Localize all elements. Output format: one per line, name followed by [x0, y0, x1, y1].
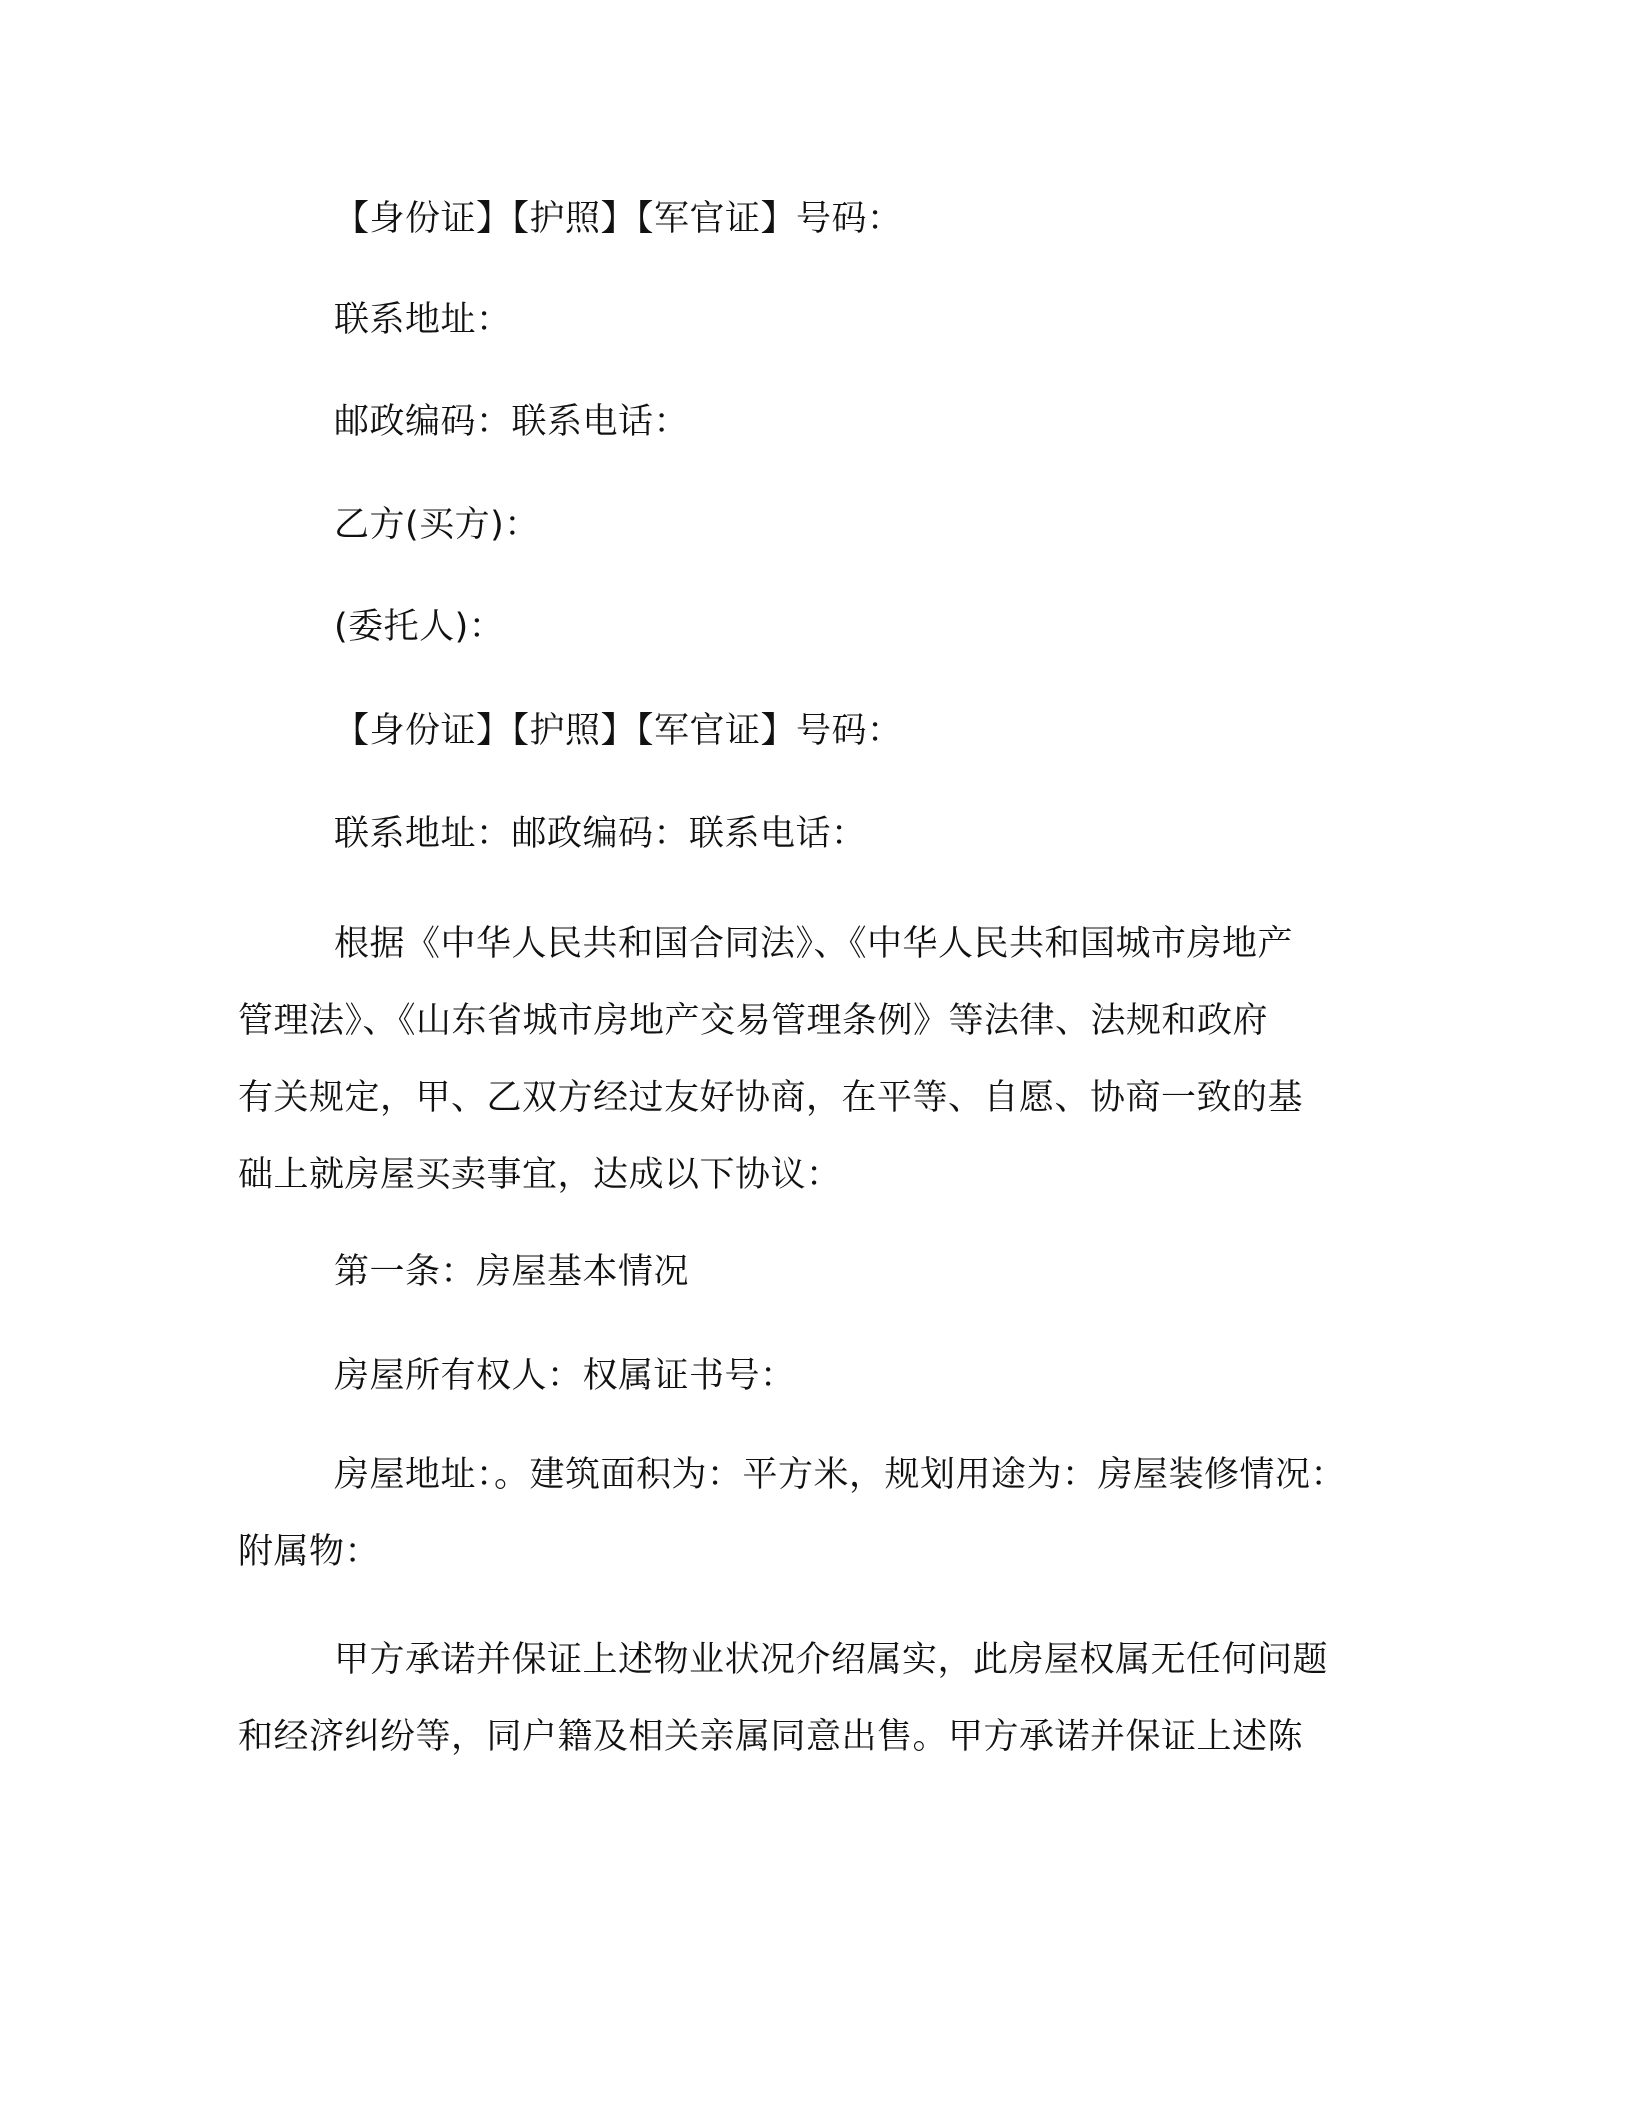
- seller-id-line: 【身份证】【护照】【军官证】号码：: [334, 199, 903, 239]
- guarantee-paragraph: [238, 1622, 1418, 1776]
- preamble-line: 有关规定，甲、乙双方经过友好协商，在平等、自愿、协商一致的基: [238, 1078, 1304, 1118]
- address-line: 附属物：: [238, 1532, 381, 1572]
- owner-line: 房屋所有权人：权属证书号：: [334, 1356, 796, 1396]
- buyer-id-line: 【身份证】【护照】【军官证】号码：: [334, 711, 903, 751]
- address-paragraph: [238, 1437, 1418, 1591]
- seller-address: 联系地址：: [334, 300, 512, 340]
- buyer-label: 乙方(买方)：: [334, 505, 540, 545]
- preamble-line: 础上就房屋买卖事宜，达成以下协议：: [238, 1155, 842, 1195]
- buyer-contact: 联系地址：邮政编码：联系电话：: [334, 814, 867, 854]
- guarantee-line: 和经济纠纷等，同户籍及相关亲属同意出售。甲方承诺并保证上述陈: [238, 1717, 1304, 1757]
- preamble-line: 根据《中华人民共和国合同法》、《中华人民共和国城市房地产: [334, 924, 1294, 964]
- seller-postal-phone: 邮政编码：联系电话：: [334, 402, 690, 442]
- preamble-paragraph: [238, 906, 1418, 1214]
- address-line: 房屋地址：。建筑面积为：平方米，规划用途为：房屋装修情况：: [334, 1455, 1347, 1495]
- preamble-line: 管理法》、《山东省城市房地产交易管理条例》等法律、法规和政府: [238, 1001, 1269, 1041]
- guarantee-line: 甲方承诺并保证上述物业状况介绍属实，此房屋权属无任何问题: [334, 1640, 1329, 1680]
- buyer-agent: (委托人)：: [334, 607, 505, 647]
- article-one-title: 第一条：房屋基本情况: [334, 1252, 690, 1292]
